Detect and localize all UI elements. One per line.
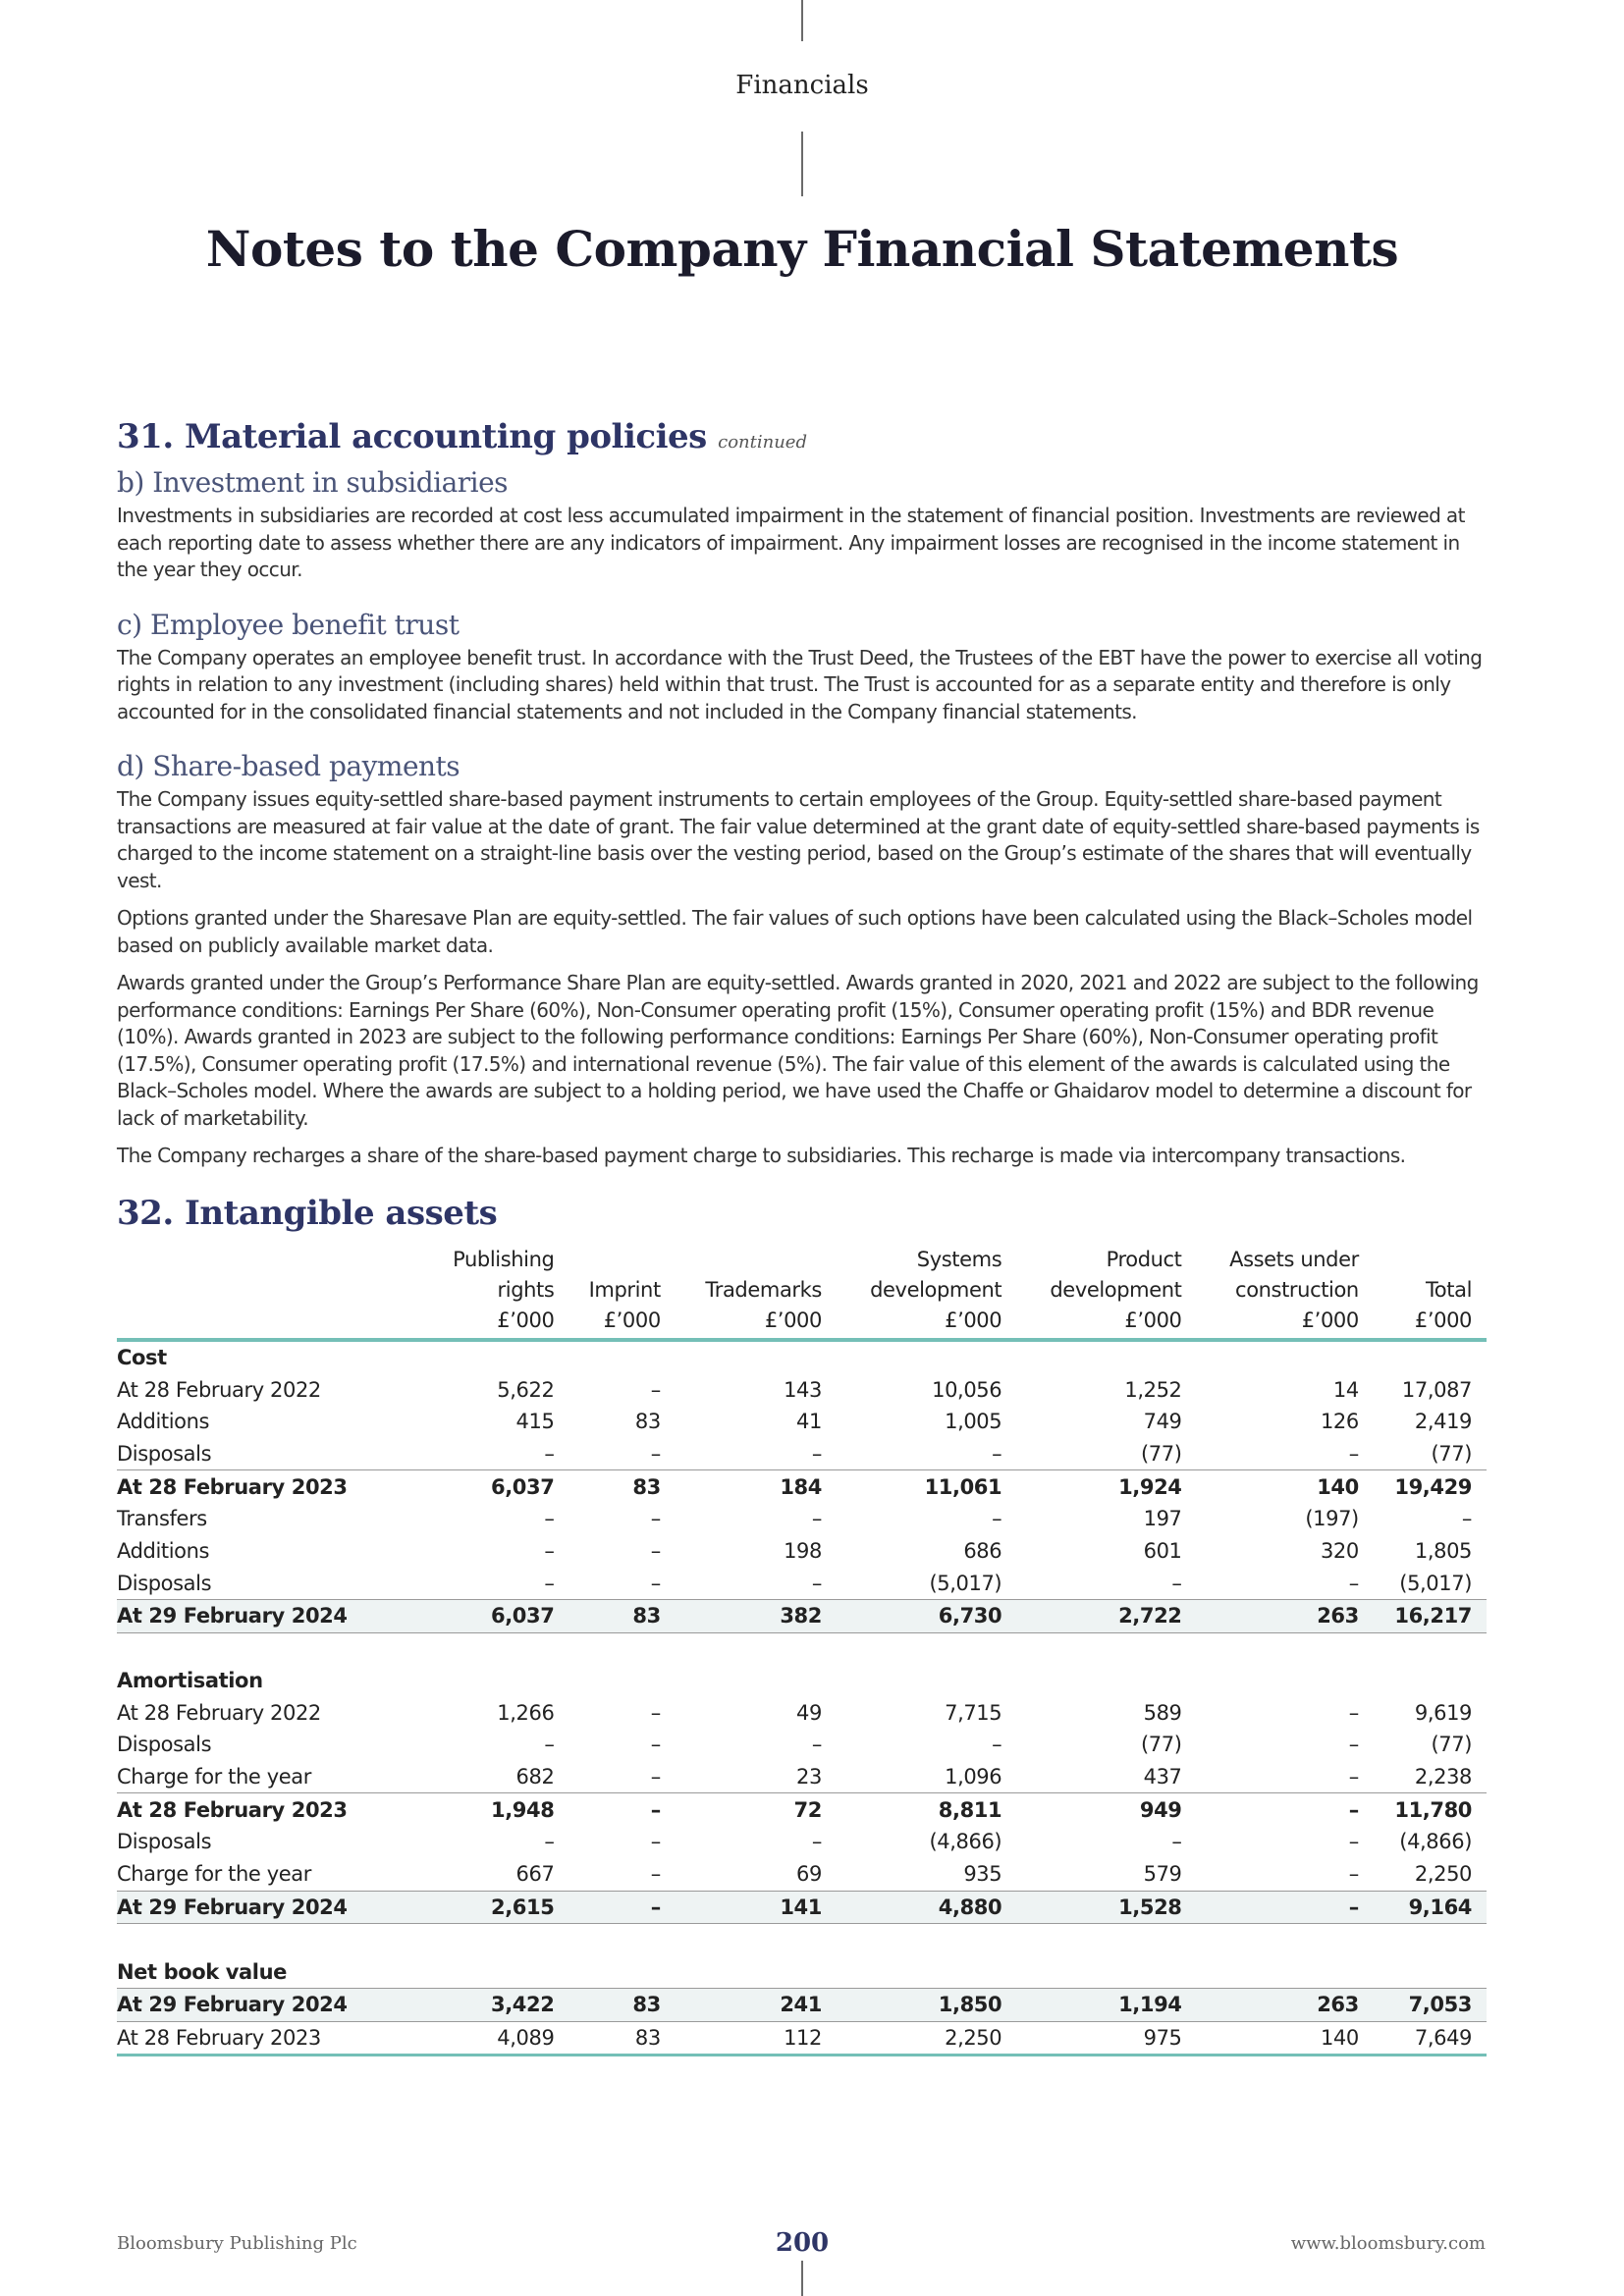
column-header-line: Product — [1106, 1247, 1182, 1271]
table-cell: 5,622 — [497, 1377, 555, 1402]
table-cell: – — [811, 1733, 822, 1757]
table-cell: 7,053 — [1374, 1988, 1487, 2021]
table-cell: 2,419 — [1414, 1410, 1472, 1434]
table-cell: – — [650, 1441, 661, 1466]
table-cell — [1197, 1632, 1374, 1665]
table-cell — [676, 1340, 837, 1374]
table-cell: 263 — [1197, 1600, 1374, 1633]
row-label: At 28 February 2022 — [117, 1377, 321, 1402]
table-cell: 3,422 — [426, 1988, 568, 2021]
table-cell: (4,866) — [1399, 1830, 1472, 1854]
table-cell: – — [811, 1441, 822, 1466]
table-cell: 83 — [568, 1600, 675, 1633]
title-divider-line — [801, 132, 803, 196]
table-cell: 143 — [784, 1377, 822, 1402]
table-cell: (5,017) — [1399, 1571, 1472, 1595]
table-cell: 975 — [1016, 2021, 1196, 2056]
table-row — [117, 1373, 1487, 1406]
table-cell: 14 — [1332, 1377, 1359, 1402]
table-cell: 141 — [676, 1891, 837, 1924]
bottom-divider-line — [801, 2261, 803, 2296]
column-header-line: Total — [1425, 1277, 1472, 1302]
table-cell — [1016, 1340, 1196, 1374]
table-cell — [837, 1955, 1016, 1988]
table-cell — [1374, 1340, 1487, 1374]
row-label: Charge for the year — [117, 1862, 311, 1887]
table-cell: 415 — [515, 1410, 555, 1434]
table-cell: – — [992, 1441, 1002, 1466]
table-cell — [676, 1632, 837, 1665]
table-cell: 579 — [1143, 1862, 1182, 1887]
table-cell: (77) — [1141, 1733, 1182, 1757]
table-cell: – — [650, 1571, 661, 1595]
table-cell: 83 — [634, 1410, 661, 1434]
table-row — [117, 1632, 1487, 1665]
table-cell: – — [1348, 1830, 1359, 1854]
column-header-line: Publishing — [453, 1247, 555, 1271]
table-cell: – — [992, 1507, 1002, 1531]
table-cell: – — [1348, 1700, 1359, 1725]
table-cell: 41 — [796, 1410, 822, 1434]
table-cell: – — [544, 1441, 555, 1466]
table-row — [117, 1340, 1487, 1374]
table-cell: 10,056 — [932, 1377, 1002, 1402]
section-label: Financials — [735, 71, 869, 100]
column-header-line: Trademarks — [705, 1277, 822, 1302]
table-cell: – — [1171, 1830, 1182, 1854]
table-cell — [426, 1632, 568, 1665]
table-header-row — [117, 1245, 1487, 1340]
row-label: Additions — [117, 1410, 210, 1434]
table-cell: – — [568, 1793, 675, 1826]
row-label: Disposals — [117, 1571, 212, 1595]
paragraph: Investments in subsidiaries are recorded at cost less accumulated impairment in the statement of financial position. Investments are reviewed at each reporting date to assess whether there are any indicators of impairment. Any impairment losses are recognised in the income statement in the year they occur. — [117, 504, 1465, 581]
row-label: At 29 February 2024 — [117, 1988, 426, 2021]
row-label: At 29 February 2024 — [117, 1600, 426, 1633]
row-label: At 28 February 2023 — [117, 1793, 426, 1826]
table-row — [117, 1438, 1487, 1470]
table-cell — [1374, 1665, 1487, 1697]
paragraph: The Company issues equity-settled share-based payment instruments to certain employees of the Group. Equity-settled share-based payment transactions are measured at fair value at the date of grant. The fair value determined at the grant date of equity-settled share-based payments is charged to the income statement on a straight-line basis over the vesting period, based on the Group’s estimate of the shares that will eventually vest. — [117, 787, 1480, 892]
intangible-assets-table — [117, 1245, 1487, 2057]
table-cell: 2,250 — [837, 2021, 1016, 2056]
table-cell: 589 — [1143, 1700, 1182, 1725]
table-cell: – — [811, 1830, 822, 1854]
table-cell: 7,649 — [1374, 2021, 1487, 2056]
table-cell — [568, 1665, 675, 1697]
table-cell: 4,880 — [837, 1891, 1016, 1924]
row-label: At 29 February 2024 — [117, 1891, 426, 1924]
table-cell: 2,250 — [1414, 1862, 1472, 1887]
table-cell — [568, 1924, 675, 1956]
table-cell: (197) — [1305, 1507, 1359, 1531]
table-cell: 935 — [963, 1862, 1002, 1887]
page-title: Notes to the Company Financial Statements — [205, 220, 1399, 278]
table-cell: 4,089 — [426, 2021, 568, 2056]
table-cell: 667 — [515, 1862, 555, 1887]
table-cell: – — [1348, 1733, 1359, 1757]
column-header — [568, 1245, 675, 1340]
table-cell: 1,194 — [1016, 1988, 1196, 2021]
table-row — [117, 1988, 1487, 2021]
table-cell: 2,615 — [426, 1891, 568, 1924]
row-label: Charge for the year — [117, 1765, 311, 1789]
table-cell: – — [650, 1507, 661, 1531]
column-header-line: £’000 — [1414, 1308, 1472, 1332]
table-cell: 686 — [963, 1538, 1002, 1563]
table-row — [117, 1858, 1487, 1891]
column-header-line: £’000 — [603, 1308, 661, 1332]
table-cell: 601 — [1143, 1538, 1182, 1563]
table-cell: – — [544, 1538, 555, 1563]
table-row — [117, 1924, 1487, 1956]
table-row — [117, 1696, 1487, 1729]
paragraph: The Company recharges a share of the share-based payment charge to subsidiaries. This recharge is made via intercompany transactions. — [117, 1144, 1406, 1167]
footer-company: Bloomsbury Publishing Plc — [117, 2233, 357, 2254]
table-cell: – — [650, 1862, 661, 1887]
column-header — [1374, 1245, 1487, 1340]
table-cell: 140 — [1197, 1470, 1374, 1503]
row-label: Net book value — [117, 1959, 287, 1984]
row-label: Disposals — [117, 1830, 212, 1854]
table-cell — [1016, 1955, 1196, 1988]
table-cell: 140 — [1197, 2021, 1374, 2056]
table-cell — [837, 1665, 1016, 1697]
table-cell — [837, 1924, 1016, 1956]
table-cell: – — [544, 1733, 555, 1757]
table-cell: 1,805 — [1414, 1538, 1472, 1563]
table-cell: – — [650, 1733, 661, 1757]
footer-url: www.bloomsbury.com — [1290, 2233, 1486, 2254]
table-cell — [1197, 1955, 1374, 1988]
column-header-line: Imprint — [588, 1277, 661, 1302]
table-cell: – — [1348, 1441, 1359, 1466]
row-label: At 28 February 2023 — [117, 1470, 426, 1503]
row-label: Cost — [117, 1345, 167, 1369]
table-cell: 2,722 — [1016, 1600, 1196, 1633]
table-cell: 126 — [1320, 1410, 1359, 1434]
column-header — [837, 1245, 1016, 1340]
table-cell: – — [544, 1571, 555, 1595]
table-cell: 184 — [676, 1470, 837, 1503]
table-cell: – — [544, 1507, 555, 1531]
table-cell: 682 — [515, 1765, 555, 1789]
table-cell — [837, 1632, 1016, 1665]
column-header-line: Systems — [916, 1247, 1002, 1271]
table-cell: – — [1171, 1571, 1182, 1595]
table-cell: 83 — [568, 2021, 675, 2056]
column-header-line — [676, 1245, 822, 1275]
subheading-share-based-payments: d) Share-based payments — [117, 750, 460, 782]
row-label: Transfers — [117, 1507, 207, 1531]
header-cell — [117, 1245, 426, 1340]
paragraph: Options granted under the Sharesave Plan are equity-settled. The fair values of such options have been calculated using the Black–Scholes model based on publicly available market data. — [117, 906, 1473, 957]
table-cell — [837, 1340, 1016, 1374]
note-32-heading: 32. Intangible assets — [117, 1193, 498, 1233]
table-row — [117, 1665, 1487, 1697]
table-cell: 197 — [1143, 1507, 1182, 1531]
table-cell: 9,164 — [1374, 1891, 1487, 1924]
table-cell — [1016, 1924, 1196, 1956]
row-label — [117, 1632, 426, 1665]
table-cell — [426, 1340, 568, 1374]
table-cell — [568, 1955, 675, 1988]
table-cell: – — [650, 1765, 661, 1789]
table-cell — [1374, 1632, 1487, 1665]
table-row — [117, 1955, 1487, 1988]
table-cell: 949 — [1016, 1793, 1196, 1826]
subheading-investment-subsidiaries: b) Investment in subsidiaries — [117, 466, 509, 499]
table-row — [117, 1470, 1487, 1503]
table-row — [117, 1503, 1487, 1535]
table-cell: – — [1348, 1571, 1359, 1595]
row-label: Disposals — [117, 1733, 212, 1757]
column-header — [426, 1245, 568, 1340]
table-cell: 6,730 — [837, 1600, 1016, 1633]
row-label — [117, 1924, 426, 1956]
table-cell: 83 — [568, 1988, 675, 2021]
column-header-line: development — [870, 1277, 1002, 1302]
column-header-line: £’000 — [1301, 1308, 1359, 1332]
table-row — [117, 1826, 1487, 1858]
column-header-line: rights — [497, 1277, 555, 1302]
table-cell: 7,715 — [945, 1700, 1002, 1725]
table-cell: – — [568, 1891, 675, 1924]
table-cell: 72 — [676, 1793, 837, 1826]
table-cell: 1,850 — [837, 1988, 1016, 2021]
table-cell: 112 — [676, 2021, 837, 2056]
row-label: Disposals — [117, 1441, 212, 1466]
table-cell: (77) — [1141, 1441, 1182, 1466]
table-row — [117, 1891, 1487, 1924]
table-cell: – — [544, 1830, 555, 1854]
table-cell: 19,429 — [1374, 1470, 1487, 1503]
table-cell: – — [650, 1538, 661, 1563]
column-header — [676, 1245, 837, 1340]
table-cell: 6,037 — [426, 1470, 568, 1503]
table-cell: 16,217 — [1374, 1600, 1487, 1633]
table-cell: 49 — [796, 1700, 822, 1725]
column-header-line: £’000 — [764, 1308, 822, 1332]
table-cell: (77) — [1431, 1733, 1472, 1757]
row-label: Additions — [117, 1538, 210, 1563]
table-cell: 1,266 — [497, 1700, 555, 1725]
table-cell: – — [1348, 1862, 1359, 1887]
table-cell — [1197, 1924, 1374, 1956]
table-cell — [676, 1955, 837, 1988]
table-cell: – — [650, 1830, 661, 1854]
table-cell: 749 — [1143, 1410, 1182, 1434]
table-cell: 1,948 — [426, 1793, 568, 1826]
table-cell: – — [650, 1377, 661, 1402]
table-cell: – — [650, 1700, 661, 1725]
table-cell: 320 — [1320, 1538, 1359, 1563]
continued-label: continued — [718, 432, 807, 453]
table-cell: 1,252 — [1124, 1377, 1182, 1402]
table-row — [117, 1793, 1487, 1826]
table-body — [117, 1340, 1487, 2056]
table-cell — [1374, 1955, 1487, 1988]
table-cell — [1197, 1665, 1374, 1697]
table-cell — [676, 1665, 837, 1697]
subheading-employee-benefit-trust: c) Employee benefit trust — [117, 608, 460, 641]
table-cell: 11,061 — [837, 1470, 1016, 1503]
table-cell — [568, 1340, 675, 1374]
table-cell: 83 — [568, 1470, 675, 1503]
table-row — [117, 1535, 1487, 1568]
table-row — [117, 1729, 1487, 1761]
note-31-heading: 31. Material accounting policies continued — [117, 417, 807, 456]
table-cell: 263 — [1197, 1988, 1374, 2021]
column-header — [1197, 1245, 1374, 1340]
table-cell: – — [811, 1571, 822, 1595]
top-divider-line — [801, 0, 803, 41]
table-cell: – — [1348, 1765, 1359, 1789]
table-cell: 1,528 — [1016, 1891, 1196, 1924]
table-cell — [1016, 1665, 1196, 1697]
row-label: At 28 February 2023 — [117, 2021, 426, 2056]
column-header-line: £’000 — [497, 1308, 555, 1332]
table-cell: 9,619 — [1414, 1700, 1472, 1725]
table-cell: – — [992, 1733, 1002, 1757]
table-cell: 8,811 — [837, 1793, 1016, 1826]
table-cell — [426, 1665, 568, 1697]
table-cell: 2,238 — [1414, 1765, 1472, 1789]
paragraph: The Company operates an employee benefit trust. In accordance with the Trust Deed, the Trustees of the EBT have the power to exercise all voting rights in relation to any investment (including shares) held within that trust. The Trust is accounted for as a separate entity and therefore is only accounted for in the consolidated financial statements and not included in the Company financial statements. — [117, 645, 1483, 723]
table-cell: 198 — [784, 1538, 822, 1563]
table-cell: – — [1461, 1507, 1472, 1531]
table-row — [117, 1567, 1487, 1599]
table-cell: 17,087 — [1401, 1377, 1472, 1402]
table-cell: 6,037 — [426, 1600, 568, 1633]
table-cell: 382 — [676, 1600, 837, 1633]
table-cell — [426, 1924, 568, 1956]
row-label: At 28 February 2022 — [117, 1700, 321, 1725]
table-cell — [1016, 1632, 1196, 1665]
table-row — [117, 2021, 1487, 2056]
table-cell: 11,780 — [1374, 1793, 1487, 1826]
table-cell: 1,924 — [1016, 1470, 1196, 1503]
table-cell: 1,005 — [945, 1410, 1002, 1434]
table-cell: 241 — [676, 1988, 837, 2021]
table-cell — [568, 1632, 675, 1665]
table-cell: 437 — [1143, 1765, 1182, 1789]
column-header-line — [568, 1245, 660, 1275]
table-row — [117, 1600, 1487, 1633]
column-header-line: construction — [1235, 1277, 1359, 1302]
table-cell: – — [811, 1507, 822, 1531]
table-cell: (5,017) — [929, 1571, 1002, 1595]
column-header-line: Assets under — [1229, 1247, 1359, 1271]
column-header-line — [1374, 1245, 1472, 1275]
table-cell: 1,096 — [945, 1765, 1002, 1789]
table-cell: – — [1197, 1891, 1374, 1924]
table-cell — [426, 1955, 568, 1988]
column-header-line: development — [1050, 1277, 1182, 1302]
table-row — [117, 1406, 1487, 1438]
table-cell — [1197, 1340, 1374, 1374]
paragraph: Awards granted under the Group’s Performance Share Plan are equity-settled. Awards granted in 2020, 2021 and 2022 are subject to the following performance conditions: Earnings Per Share (60%), Non-Consumer operating profit (15%), Consumer operating profit (15%) and BDR revenue (10%). Awards granted in 2023 are subject to the following performance conditions: Earnings Per Share (60%), Non-Consumer operating profit (17.5%), Consumer operating profit (17.5%) and international revenue (5%). The fair value of this element of the awards is calculated using the Black–Scholes model. Where the awards are subject to a holding period, we have used the Chaffe or Ghaidarov model to determine a discount for lack of marketability. — [117, 971, 1479, 1130]
table-cell — [676, 1924, 837, 1956]
column-header — [1016, 1245, 1196, 1340]
row-label: Amortisation — [117, 1669, 263, 1693]
page-number: 200 — [775, 2228, 830, 2258]
table-row — [117, 1761, 1487, 1793]
table-cell: (4,866) — [929, 1830, 1002, 1854]
column-header-line: £’000 — [1124, 1308, 1182, 1332]
table-cell: 23 — [796, 1765, 822, 1789]
table-cell: (77) — [1431, 1441, 1472, 1466]
table-cell: 69 — [796, 1862, 822, 1887]
content — [117, 417, 1487, 2056]
table-cell — [1374, 1924, 1487, 1956]
table-cell: – — [1197, 1793, 1374, 1826]
column-header-line: £’000 — [945, 1308, 1002, 1332]
